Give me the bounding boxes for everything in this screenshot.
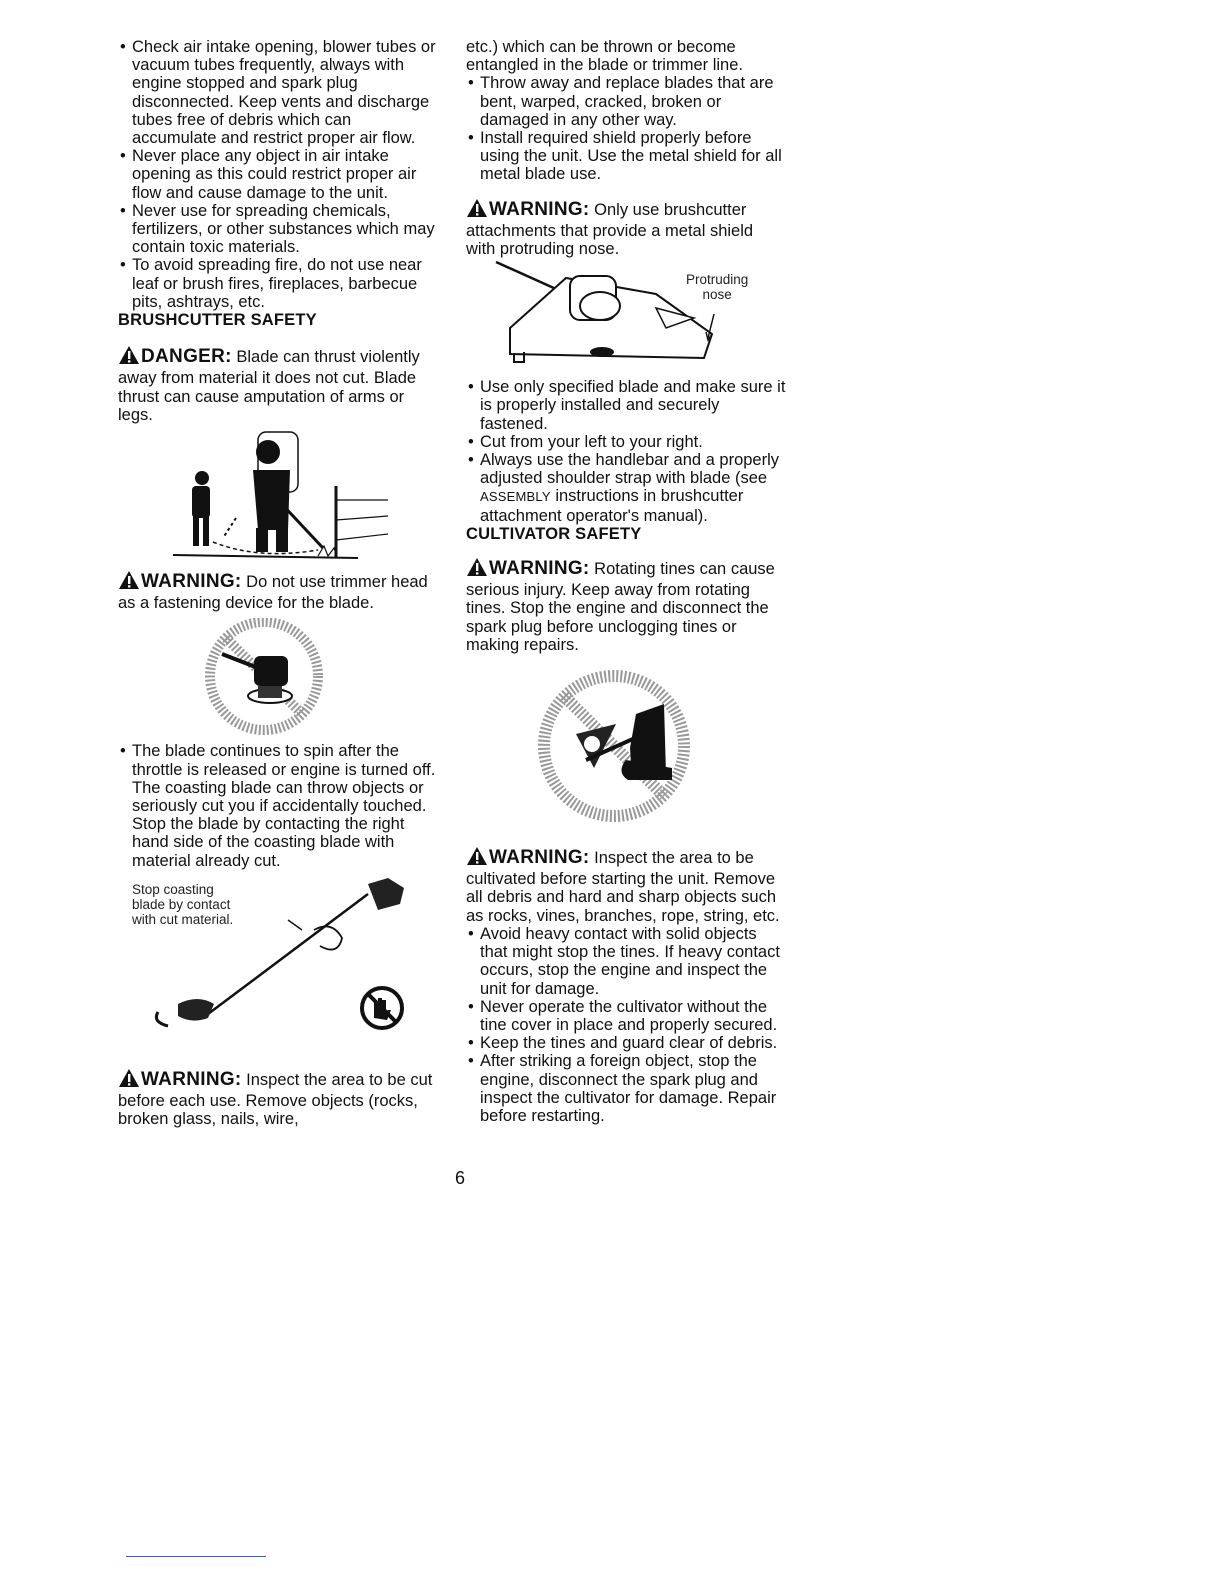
list-item: • Check air intake opening, blower tubes or vacuum tubes frequently, always with engine stopped and spark plug disconnected. Keep vents and discharge tubes free of debris which can accumulate and restrict proper air flow. [118, 38, 436, 147]
blade-use-bullets [466, 378, 786, 525]
list-item: • To avoid spreading fire, do not use near leaf or brush fires, fireplaces, barbecue pits, ashtrays, etc. [118, 256, 436, 311]
list-item: • Avoid heavy contact with solid objects that might stop the tines. If heavy contact occurs, stop the engine and inspect the unit for damage. [466, 925, 786, 998]
callout-line: with cut material. [132, 911, 234, 927]
footer-link-underline[interactable] [126, 1556, 266, 1557]
warning-triangle-icon [118, 570, 140, 594]
list-item: • The blade continues to spin after the throttle is released or engine is turned off. The coasting blade can throw objects or seriously cut you if accidentally touched. Stop the blade by contacting the right hand side of the coasting blade with material already cut. [118, 742, 436, 869]
cultivator-bullets [466, 925, 786, 1125]
list-item: • Install required shield properly before using the unit. Use the metal shield for all metal blade use. [466, 129, 786, 184]
protruding-nose-callout [686, 272, 748, 302]
inspect-cultivate-warning [466, 846, 786, 925]
warning-label: WARNING: [141, 1068, 242, 1090]
list-item: • Cut from your left to your right. [466, 433, 786, 451]
metal-shield-illustration [466, 258, 786, 370]
list-item: • Use only specified blade and make sure it is properly installed and securely fastened. [466, 378, 786, 433]
warning-triangle-icon [118, 345, 140, 369]
coasting-callout [132, 882, 233, 927]
trimmer-head-prohibited-illustration [118, 618, 436, 738]
list-item-text: Always use the handlebar and a properly adjusted shoulder strap with blade (see [480, 451, 780, 488]
danger-text: Blade can thrust violently away from material it does not cut. Blade thrust can cause amputation of arms or legs. [118, 348, 420, 424]
brushcutter-safety-heading: BRUSHCUTTER SAFETY [118, 311, 317, 330]
left-column [118, 38, 436, 1129]
assembly-term: ASSEMBLY [480, 489, 551, 505]
coasting-blade-illustration [118, 874, 436, 1064]
tines-prohibited-illustration [466, 664, 786, 832]
list-item: • Never use for spreading chemicals, fertilizers, or other substances which may contain toxic materials. [118, 202, 436, 257]
warning-text: Only use brushcutter attachments that provide a metal shield with protruding nose. [466, 200, 754, 259]
warning-triangle-icon [466, 846, 488, 870]
no-hands-icon [362, 988, 402, 1028]
danger-label: DANGER: [141, 346, 232, 368]
warning-label: WARNING: [489, 558, 590, 580]
warning-text: Do not use trimmer head as a fastening device for the blade. [118, 573, 428, 613]
warning-triangle-icon [118, 1068, 140, 1092]
blade-bullets [466, 74, 786, 183]
list-item: • Throw away and replace blades that are bent, warped, cracked, broken or damaged in any other way. [466, 74, 786, 129]
warning-triangle-icon [466, 557, 488, 581]
cultivator-safety-heading: CULTIVATOR SAFETY [466, 524, 642, 543]
callout-line: blade by contact [132, 896, 231, 912]
right-column [466, 38, 786, 1125]
warning-text: Rotating tines can cause serious injury. Keep away from rotating tines. Stop the engine and disconnect the spark plug before unclogging tines or making repairs. [466, 560, 775, 654]
warning-triangle-icon [466, 198, 488, 222]
page-number: 6 [454, 1168, 465, 1188]
callout-line: nose [702, 287, 732, 303]
tines-warning [466, 557, 786, 654]
inspect-cut-warning [118, 1068, 436, 1129]
warning-text: Inspect the area to be cultivated before starting the unit. Remove all debris and hard and sharp objects such as rocks, vines, branches, rope, string, etc. [466, 849, 780, 925]
intake-bullets [118, 38, 436, 311]
warning-label: WARNING: [141, 571, 242, 593]
list-item: • Keep the tines and guard clear of debris. [466, 1034, 786, 1052]
warning-label: WARNING: [489, 198, 590, 220]
list-item: • Never place any object in air intake opening as this could restrict proper air flow and cause damage to the unit. [118, 147, 436, 202]
trimmer-head-warning [118, 570, 436, 612]
warning-label: WARNING: [489, 847, 590, 869]
callout-line: Protruding [686, 272, 749, 288]
list-item-text: instructions in brushcutter attachment operator's manual). [480, 487, 744, 525]
coasting-bullets [118, 742, 436, 869]
danger-alert [118, 345, 436, 424]
list-item [466, 451, 786, 525]
list-item: • After striking a foreign object, stop the engine, disconnect the spark plug and inspect the cultivator for damage. Repair before restarting. [466, 1052, 786, 1125]
callout-line: Stop coasting [132, 881, 214, 897]
list-item: • Never operate the cultivator without the tine cover in place and properly secured. [466, 998, 786, 1034]
continuation-text: etc.) which can be thrown or become entangled in the blade or trimmer line. [466, 38, 743, 75]
blade-thrust-illustration [118, 430, 436, 568]
warning-text: Inspect the area to be cut before each use. Remove objects (rocks, broken glass, nails, wire, [118, 1070, 433, 1129]
shield-warning [466, 198, 786, 259]
